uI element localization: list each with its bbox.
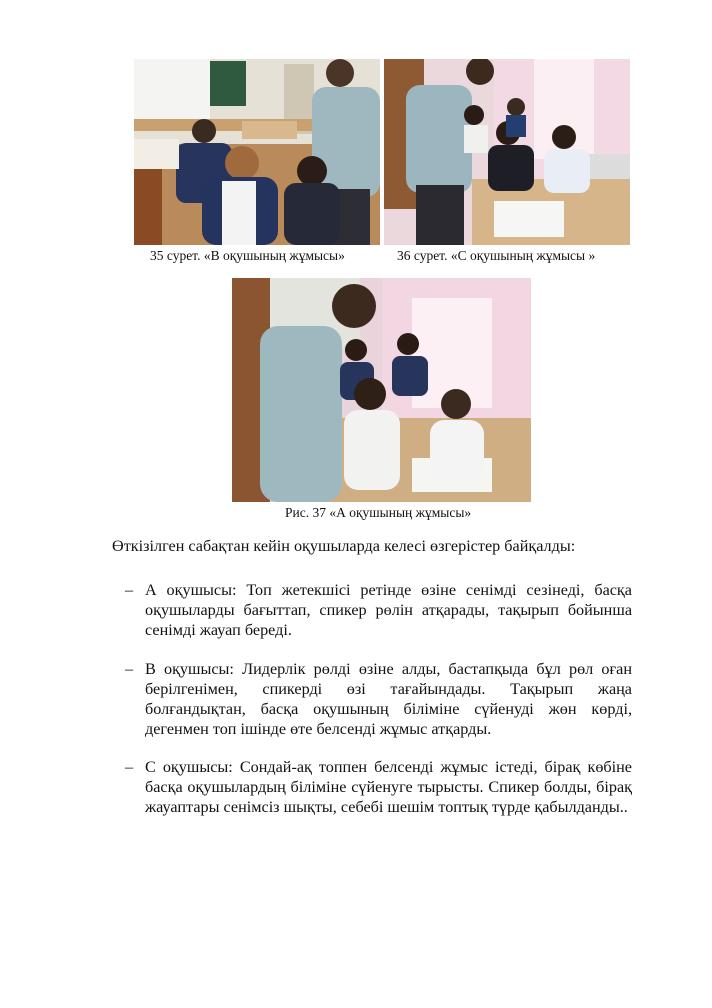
list-item xyxy=(112,580,632,640)
figure-36-photo xyxy=(384,59,630,245)
figure-35-caption: 35 сурет. «В оқушының жұмысы» xyxy=(150,248,345,263)
list-bullet: – xyxy=(125,581,134,599)
figure-37-caption: Рис. 37 «А оқушының жұмысы» xyxy=(285,505,472,520)
list-item-text: С оқушысы: Сондай-ақ топпен белсенді жұмыс істеді, бірақ көбіне басқа оқушылардың біліміне сүйенуге тырысты. Спикер болды, бірақ жауаптары сенімсіз шықты, себебі шешім топтық түрде қабылданды.. xyxy=(145,758,632,816)
figure-35-photo xyxy=(134,59,380,245)
list-item-text: А оқушысы: Топ жетекшісі ретінде өзіне сенімді сезінеді, басқа оқушыларды бағыттап, спикер рөлін атқарады, тақырып бойынша сенімді жауап береді. xyxy=(145,581,632,639)
figure-36-caption: 36 сурет. «С оқушының жұмысы » xyxy=(397,248,596,263)
list-bullet: – xyxy=(125,660,134,678)
list-bullet: – xyxy=(125,758,134,776)
intro-paragraph: Өткізілген сабақтан кейін оқушыларда келесі өзгерістер байқалды: xyxy=(112,537,576,555)
list-item xyxy=(112,757,632,817)
list-item-text: В оқушысы: Лидерлік рөлді өзіне алды, бастапқыда бұл рөл оған берілгенімен, спикерді өзі тағайындады. Тақырып жаңа болғандықтан, басқа оқушының біліміне сүйенуді жөн көрді, дегенмен топ ішінде өте белсенді жұмыс атқарды. xyxy=(145,660,632,738)
list-item xyxy=(112,659,632,739)
figure-37-photo xyxy=(232,278,531,502)
